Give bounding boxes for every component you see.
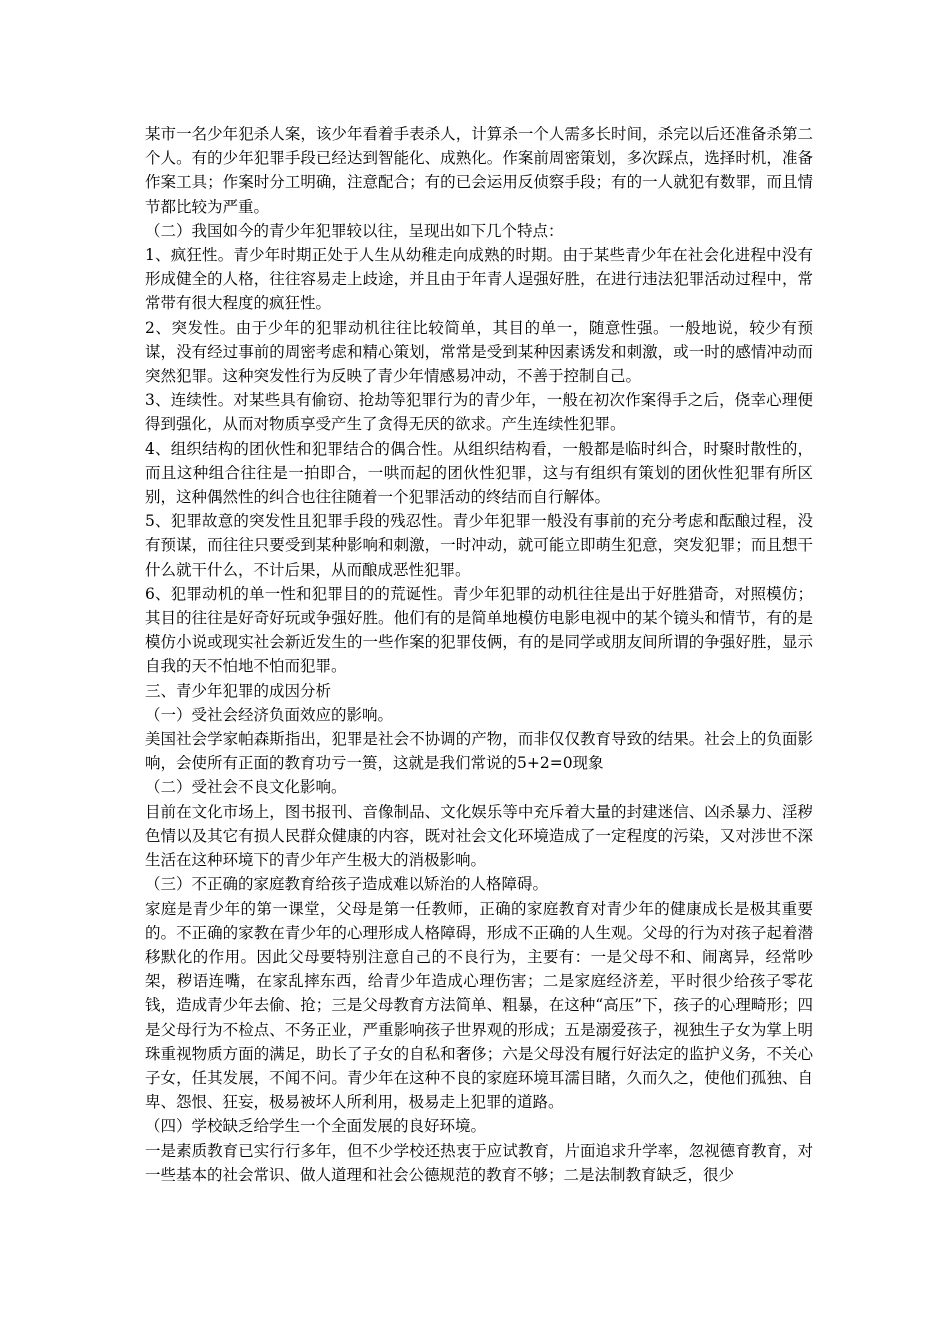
paragraph-point-6-motive: 6、犯罪动机的单一性和犯罪目的的荒诞性。青少年犯罪的动机往往是出于好胜猎奇，对照模仿；其目的往往是好奇好玩或争强好胜。他们有的是简单地模仿电影电视中的某个镜头和情节，有的是模仿小说或现实社会新近发生的一些作案的犯罪伎俩，有的是同学或朋友间所谓的争强好胜，显示自我的天不怕地不怕而犯罪。 <box>145 584 813 676</box>
paragraph-point-2-suddenness: 2、突发性。由于少年的犯罪动机往往比较简单，其目的单一，随意性强。一般地说，较少有预谋，没有经过事前的周密考虑和精心策划，常常是受到某种因素诱发和刺激，或一时的感情冲动而突然犯罪。这种突发性行为反映了青少年情感易冲动，不善于控制自己。 <box>145 318 813 386</box>
subheading-bad-culture: （二）受社会不良文化影响。 <box>145 778 347 797</box>
paragraph-point-5-cruelty: 5、犯罪故意的突发性且犯罪手段的残忍性。青少年犯罪一般没有事前的充分考虑和酝酿过程，没有预谋，而往往只要受到某种影响和刺激，一时冲动，就可能立即萌生犯意，突发犯罪；而且想干什么就干什么，不计后果，从而酿成恶性犯罪。 <box>145 512 813 579</box>
document-page <box>145 122 813 1187</box>
subheading-characteristics: （二）我国如今的青少年犯罪较以往，呈现出如下几个特点： <box>145 221 564 240</box>
paragraph-point-1-frenzy: 1、疯狂性。青少年时期正处于人生从幼稚走向成熟的时期。由于某些青少年在社会化进程中没有形成健全的人格，往往容易走上歧途，并且由于年青人逞强好胜，在进行违法犯罪活动过程中，常常带有很大程度的疯狂性。 <box>145 246 813 313</box>
subheading-school-environment: （四）学校缺乏给学生一个全面发展的良好环境。 <box>145 1117 487 1136</box>
paragraph-parsons: 美国社会学家帕森斯指出，犯罪是社会不协调的产物，而非仅仅教育导致的结果。社会上的负面影响，会使所有正面的教育功亏一篑，这就是我们常说的5+2=0现象 <box>145 730 813 773</box>
paragraph-juvenile-murder-case: 某市一名少年犯杀人案，该少年看着手表杀人，计算杀一个人需多长时间，杀完以后还准备杀第二个人。有的少年犯罪手段已经达到智能化、成熟化。作案前周密策划，多次踩点，选择时机，准备作案工具；作案时分工明确，注意配合；有的已会运用反侦察手段；有的一人就犯有数罪，而且情节都比较为严重。 <box>145 125 813 216</box>
section-heading-causes: 三、青少年犯罪的成因分析 <box>145 681 332 700</box>
paragraph-cultural-market: 目前在文化市场上，图书报刊、音像制品、文化娱乐等中充斥着大量的封建迷信、凶杀暴力、淫秽色情以及其它有损人民群众健康的内容，既对社会文化环境造成了一定程度的污染，又对涉世不深生活在这种环境下的青少年产生极大的消极影响。 <box>145 802 813 870</box>
subheading-economic-effects: （一）受社会经济负面效应的影响。 <box>145 705 394 724</box>
subheading-family-education: （三）不正确的家庭教育给孩子造成难以矫治的人格障碍。 <box>145 875 549 894</box>
paragraph-point-4-gang: 4、组织结构的团伙性和犯罪结合的偶合性。从组织结构看，一般都是临时纠合，时聚时散性的，而且这种组合往往是一拍即合，一哄而起的团伙性犯罪，这与有组织有策划的团伙性犯罪有所区别，这种偶然性的纠合也往往随着一个犯罪活动的终结而自行解体。 <box>145 439 813 507</box>
paragraph-school-exam-oriented: 一是素质教育已实行行多年，但不少学校还热衷于应试教育，片面追求升学率，忽视德育教育，对一些基本的社会常识、做人道理和社会公德规范的教育不够；二是法制教育缺乏，很少 <box>145 1141 813 1184</box>
paragraph-point-3-continuity: 3、连续性。对某些具有偷窃、抢劫等犯罪行为的青少年，一般在初次作案得手之后，侥幸心理便得到强化，从而对物质享受产生了贪得无厌的欲求。产生连续性犯罪。 <box>145 391 813 434</box>
paragraph-family-first-classroom: 家庭是青少年的第一课堂，父母是第一任教师，正确的家庭教育对青少年的健康成长是极其重要的。不正确的家教在青少年的心理形成人格障碍，形成不正确的人生观。父母的行为对孩子起着潜移默化的作用。因此父母要特别注意自己的不良行为，主要有：一是父母不和、闹离异，经常吵架，秽语连嘴，在家乱摔东西，给青少年造成心理伤害；二是家庭经济差，平时很少给孩子零花钱，造成青少年去偷、抢；三是父母教育方法简单、粗暴，在这种“高压”下，孩子的心理畸形；四是父母行为不检点、不务正业，严重影响孩子世界观的形成；五是溺爱孩子，视独生子女为掌上明珠重视物质方面的满足，助长了子女的自私和奢侈；六是父母没有履行好法定的监护义务，不关心子女，任其发展，不闻不问。青少年在这种不良的家庭环境耳濡目睹，久而久之，使他们孤独、自卑、怨恨、狂妄，极易被坏人所利用，极易走上犯罪的道路。 <box>145 899 813 1112</box>
